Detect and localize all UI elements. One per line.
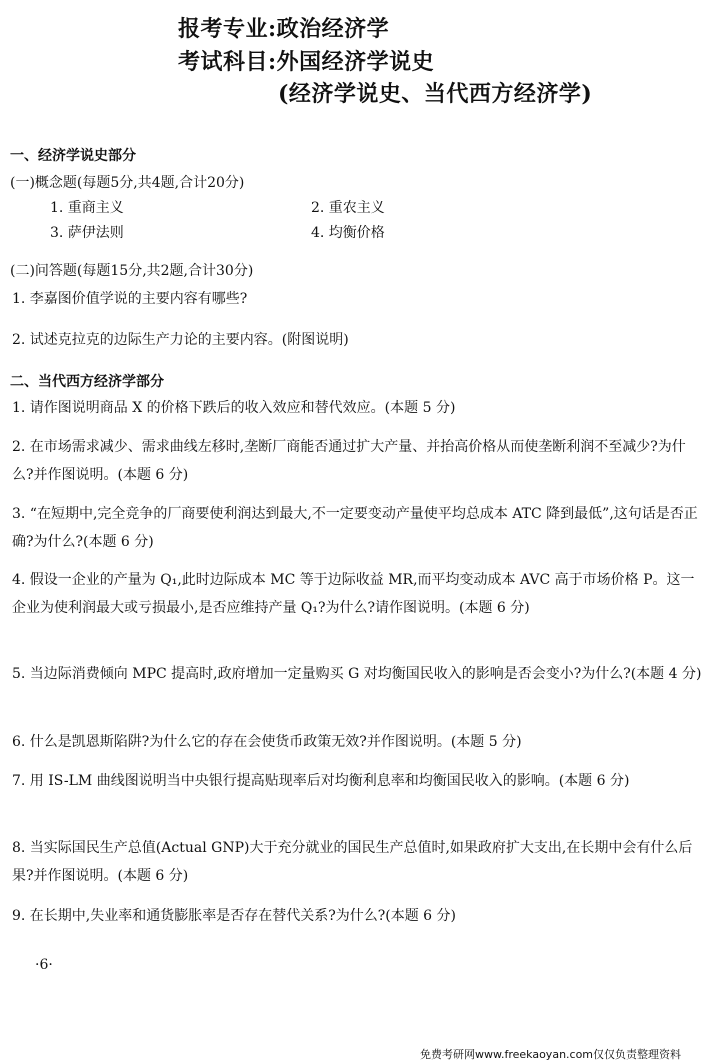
part2-title: 二、当代西方经济学部分: [10, 374, 164, 390]
qa-item: 1. 李嘉图价值学说的主要内容有哪些?: [12, 291, 248, 307]
header-subject: 考试科目:外国经济学说史: [178, 49, 435, 75]
qa-heading: (二)问答题(每题15分,共2题,合计30分): [10, 263, 254, 279]
question-item: 4. 假设一企业的产量为 Q₁,此时边际成本 MC 等于边际收益 MR,而平均变动成本 AVC 高于市场价格 P。这一企业为使利润最大或亏损最小,是否应维持产量 Q₁?为什么?请作图说明。(本题 6 分): [12, 572, 695, 616]
qa-item: 2. 试述克拉克的边际生产力论的主要内容。(附图说明): [12, 332, 349, 348]
question-item: 1. 请作图说明商品 X 的价格下跌后的收入效应和替代效应。(本题 5 分): [12, 400, 456, 416]
part1-title: 一、经济学说史部分: [10, 148, 136, 164]
question-item: 8. 当实际国民生产总值(Actual GNP)大于充分就业的国民生产总值时,如果政府扩大支出,在长期中会有什么后果?并作图说明。(本题 6 分): [12, 840, 693, 884]
header-major: 报考专业:政治经济学: [178, 16, 390, 42]
page-number: ·6·: [35, 957, 53, 973]
question-item: 6. 什么是凯恩斯陷阱?为什么它的存在会使货币政策无效?并作图说明。(本题 5 分): [12, 734, 522, 750]
concept-item: 4. 均衡价格: [311, 225, 385, 241]
concepts-heading: (一)概念题(每题5分,共4题,合计20分): [10, 175, 245, 191]
concept-item: 1. 重商主义: [50, 200, 124, 216]
header-subtitle: (经济学说史、当代西方经济学): [278, 81, 593, 107]
question-item: 2. 在市场需求减少、需求曲线左移时,垄断厂商能否通过扩大产量、并抬高价格从而使垄断利润不至减少?为什么?并作图说明。(本题 6 分): [12, 439, 686, 483]
concept-item: 2. 重农主义: [311, 200, 385, 216]
footer-watermark: 免费考研网www.freekaoyan.com仅仅负责整理资料: [420, 1048, 682, 1061]
question-item: 3. “在短期中,完全竞争的厂商要使利润达到最大,不一定要变动产量使平均总成本 ATC 降到最低”,这句话是否正确?为什么?(本题 6 分): [12, 506, 698, 550]
question-item: 7. 用 IS-LM 曲线图说明当中央银行提高贴现率后对均衡利息率和均衡国民收入的影响。(本题 6 分): [12, 773, 630, 789]
concept-item: 3. 萨伊法则: [50, 225, 124, 241]
question-item: 5. 当边际消费倾向 MPC 提高时,政府增加一定量购买 G 对均衡国民收入的影响是否会变小?为什么?(本题 4 分): [12, 666, 702, 682]
question-item: 9. 在长期中,失业率和通货膨胀率是否存在替代关系?为什么?(本题 6 分): [12, 908, 456, 924]
